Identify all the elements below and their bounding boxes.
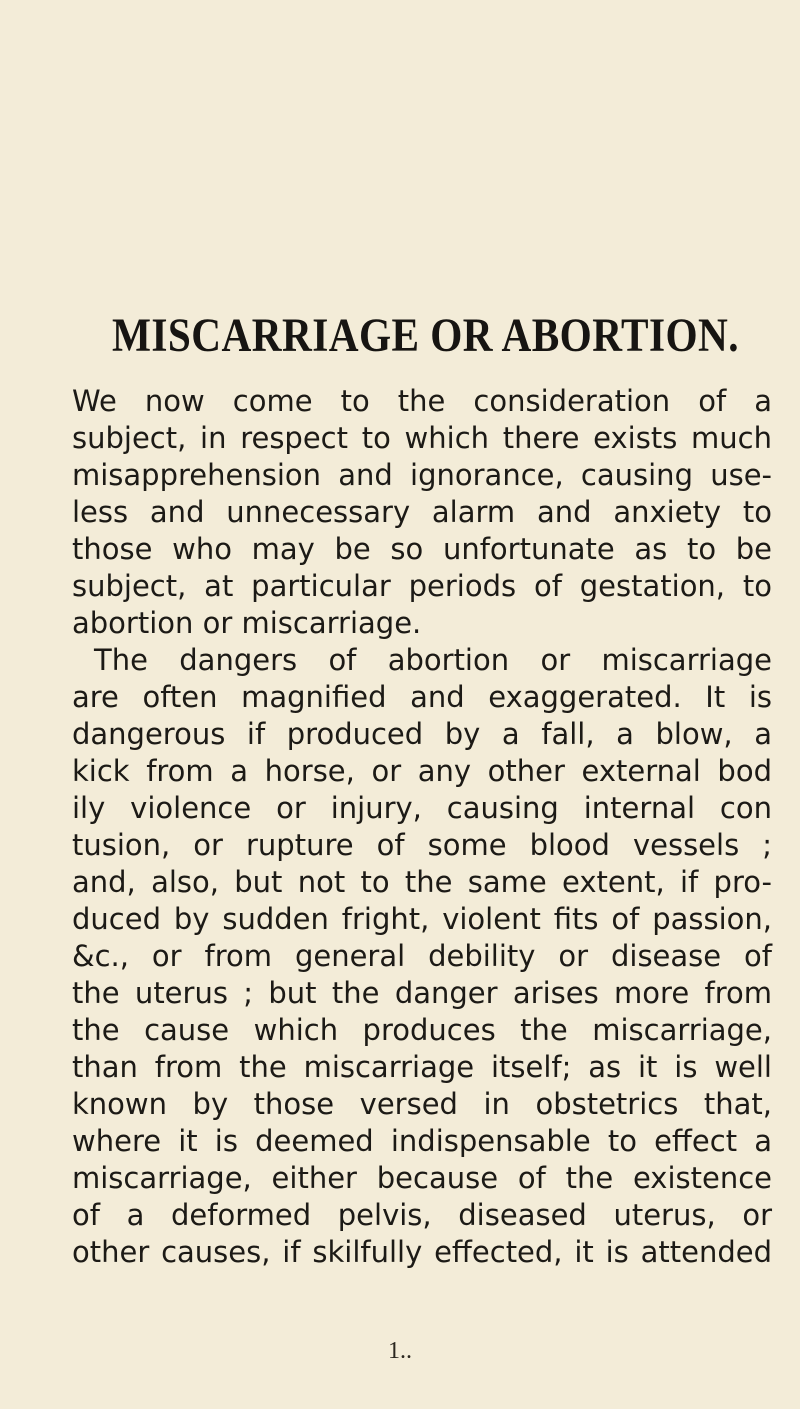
text-line: known by those versed in obstetrics that, bbox=[72, 1087, 772, 1121]
text-line: subject, at particular periods of gestation, to bbox=[72, 569, 772, 603]
text-line: tusion, or rupture of some blood vessels ; bbox=[72, 828, 772, 862]
text-line: duced by sudden fright, violent fits of passion, bbox=[72, 902, 772, 936]
text-line: We now come to the consideration of a bbox=[72, 384, 772, 418]
text-line: the uterus ; but the danger arises more from bbox=[72, 976, 772, 1010]
text-line: The dangers of abortion or miscarriage bbox=[94, 643, 772, 677]
text-line: the cause which produces the miscarriage, bbox=[72, 1013, 772, 1047]
text-line: misapprehension and ignorance, causing use- bbox=[72, 458, 772, 492]
text-line: than from the miscarriage itself; as it is well bbox=[72, 1050, 772, 1084]
text-line: are often magnified and exaggerated. It is bbox=[72, 680, 772, 714]
text-line: those who may be so unfortunate as to be bbox=[72, 532, 772, 566]
text-line: and, also, but not to the same extent, if pro- bbox=[72, 865, 772, 899]
paragraph-2 bbox=[72, 642, 772, 1271]
text-line: dangerous if produced by a fall, a blow, a bbox=[72, 717, 772, 751]
text-line: kick from a horse, or any other external bod bbox=[72, 754, 772, 788]
page-signature-mark: 1.. bbox=[388, 1338, 412, 1364]
chapter-title: MISCARRIAGE OR ABORTION. bbox=[112, 309, 740, 362]
body-text bbox=[72, 383, 772, 1271]
text-line: ily violence or injury, causing internal con bbox=[72, 791, 772, 825]
paragraph-1 bbox=[72, 383, 772, 642]
text-line: other causes, if skilfully effected, it is attended bbox=[72, 1235, 772, 1269]
text-line: of a deformed pelvis, diseased uterus, or bbox=[72, 1198, 772, 1232]
text-line: where it is deemed indispensable to effect a bbox=[72, 1124, 772, 1158]
text-line: miscarriage, either because of the existence bbox=[72, 1161, 772, 1195]
text-line: abortion or miscarriage. bbox=[72, 606, 422, 640]
text-line: &c., or from general debility or disease of bbox=[72, 939, 772, 973]
text-line: subject, in respect to which there exists much bbox=[72, 421, 772, 455]
text-line: less and unnecessary alarm and anxiety to bbox=[72, 495, 772, 529]
